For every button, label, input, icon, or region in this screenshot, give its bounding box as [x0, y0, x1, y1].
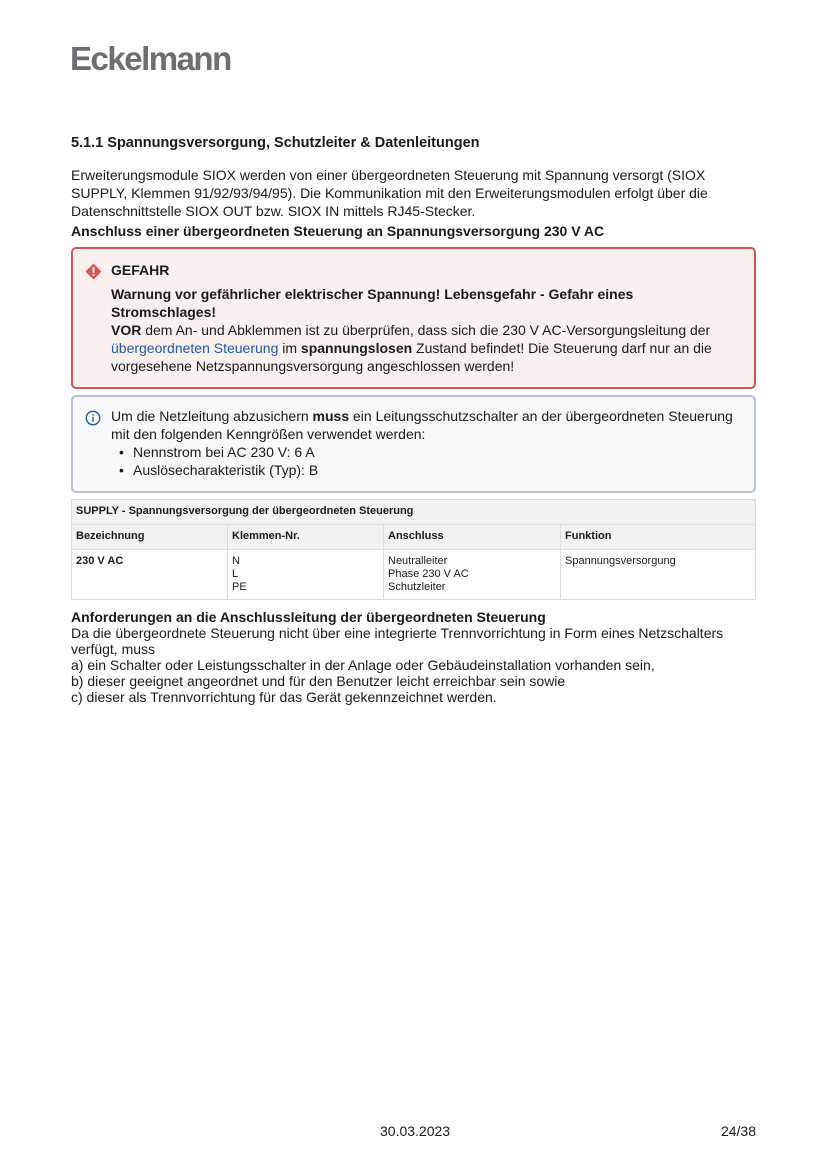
info-text: Um die Netzleitung abzusichern — [111, 408, 313, 424]
danger-text: Zustand befindet! Die Steuerung darf nur an die — [412, 340, 712, 356]
info-strong: muss — [312, 408, 350, 424]
danger-title: GEFAHR — [111, 262, 170, 278]
cell-line: N — [232, 555, 240, 567]
requirements-line: c) dieser als Trennvorrichtung für das Gerät gekennzeichnet werden. — [71, 689, 497, 705]
steuerung-link[interactable]: übergeordneten Steuerung — [111, 340, 279, 356]
info-box — [71, 395, 756, 493]
danger-text: im — [278, 340, 301, 356]
info-line — [111, 407, 738, 425]
danger-icon — [85, 263, 102, 280]
table-row — [72, 550, 756, 600]
danger-vor: VOR — [111, 322, 142, 338]
cell-line: Phase 230 V AC — [388, 568, 469, 580]
info-text: ein Leitungsschutzschalter an der übergeordneten Steuerung — [349, 408, 733, 424]
danger-line — [111, 339, 738, 357]
cell-anschluss — [384, 550, 561, 600]
cell-line: PE — [232, 581, 247, 593]
info-icon — [85, 410, 101, 426]
list-item: • Auslösecharakteristik (Typ): B — [131, 461, 738, 479]
requirements-line: a) ein Schalter oder Leistungsschalter in der Anlage oder Gebäudeinstallation vorhanden sein, — [71, 657, 655, 673]
section-title: 5.1.1 Spannungsversorgung, Schutzleiter & Datenleitungen — [71, 135, 480, 151]
column-header: Funktion — [561, 525, 756, 550]
cell-line: Schutzleiter — [388, 581, 446, 593]
intro-line: Datenschnittstelle SIOX OUT bzw. SIOX IN mittels RJ45-Stecker. — [71, 203, 476, 219]
requirements-title: Anforderungen an die Anschlussleitung der übergeordneten Steuerung — [71, 609, 546, 625]
info-line: mit den folgenden Kenngrößen verwendet werden: — [111, 426, 426, 442]
table-caption-row — [72, 500, 756, 525]
requirements-line: b) dieser geeignet angeordnet und für den Benutzer leicht erreichbar sein sowie — [71, 673, 566, 689]
danger-body — [111, 285, 738, 375]
column-header: Klemmen-Nr. — [228, 525, 384, 550]
cell-funktion: Spannungsversorgung — [561, 550, 756, 600]
requirements-line: Da die übergeordnete Steuerung nicht über eine integrierte Trennvorrichtung in Form eines Netzschalters — [71, 625, 724, 641]
danger-line: vorgesehene Netzspannungsversorgung angeschlossen werden! — [111, 358, 515, 374]
page-number: 24/38 — [720, 1123, 756, 1139]
danger-line — [111, 321, 738, 339]
main-content — [71, 134, 756, 705]
cell-line: L — [232, 568, 239, 580]
info-list — [111, 443, 738, 479]
table-header-row — [72, 525, 756, 550]
table-caption: SUPPLY - Spannungsversorgung der übergeordneten Steuerung — [72, 500, 756, 525]
list-item: • Nennstrom bei AC 230 V: 6 A — [131, 443, 738, 461]
cell-bezeichnung: 230 V AC — [72, 550, 228, 600]
supply-table — [71, 499, 756, 600]
company-logo: Eckelmann — [70, 40, 231, 77]
danger-warning: Warnung vor gefährlicher elektrischer Spannung! Lebensgefahr - Gefahr eines Stromschlages! — [111, 286, 634, 320]
intro-line: Erweiterungsmodule SIOX werden von einer übergeordneten Steuerung mit Spannung versorgt (SIOX — [71, 167, 706, 183]
requirements-text — [71, 625, 756, 705]
column-header: Anschluss — [384, 525, 561, 550]
danger-text: dem An- und Abklemmen ist zu überprüfen, dass sich die 230 V AC-Versorgungsleitung der — [141, 322, 711, 338]
column-header: Bezeichnung — [72, 525, 228, 550]
danger-box — [71, 247, 756, 389]
subheading: Anschluss einer übergeordneten Steuerung an Spannungsversorgung 230 V AC — [71, 223, 605, 239]
footer-date: 30.03.2023 — [380, 1123, 451, 1139]
intro-paragraph — [71, 166, 756, 220]
cell-line: Neutralleiter — [388, 555, 448, 567]
intro-line: SUPPLY, Klemmen 91/92/93/94/95). Die Kommunikation mit den Erweiterungsmodulen erfolgt über die — [71, 185, 708, 201]
requirements-line: verfügt, muss — [71, 641, 156, 657]
danger-strong: spannungslosen — [300, 340, 413, 356]
cell-klemmen — [228, 550, 384, 600]
